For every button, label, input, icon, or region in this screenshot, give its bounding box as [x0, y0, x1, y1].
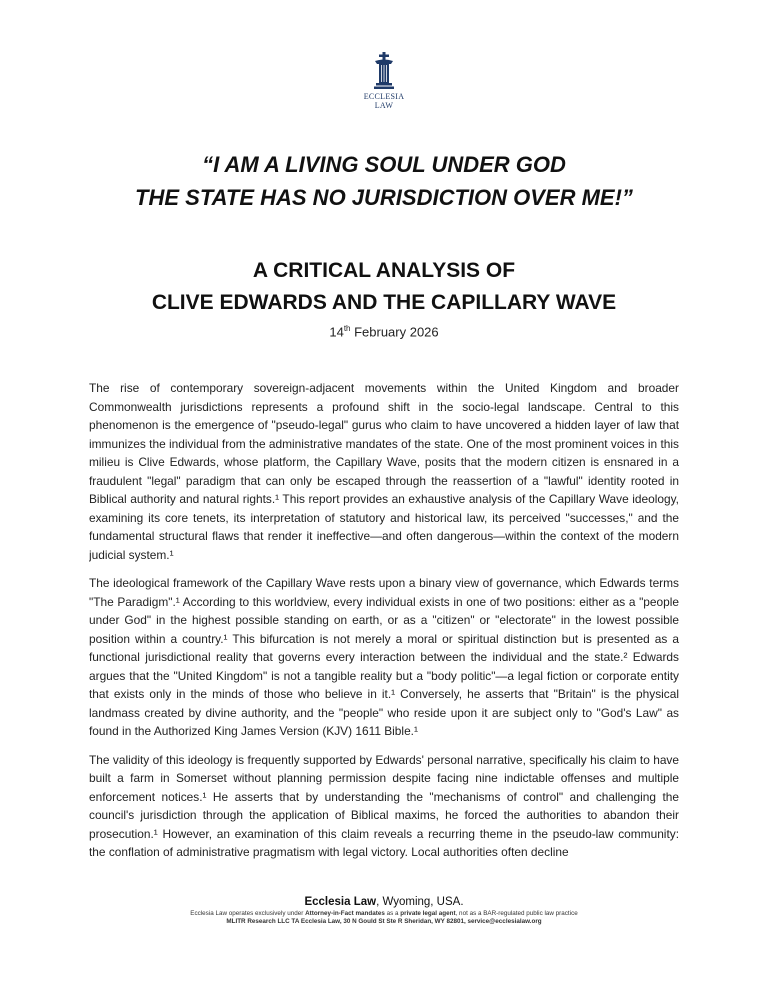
- quote-line-2: THE STATE HAS NO JURISDICTION OVER ME!”: [135, 185, 633, 210]
- column-cross-icon: [371, 52, 397, 90]
- footer-brand: Ecclesia Law: [304, 896, 377, 908]
- paragraph-1: The rise of contemporary sovereign-adjacent movements within the United Kingdom and broader Commonwealth jurisdictions represents a profound shift in the socio-legal landscape. Central to this phenomenon is the emergence of "pseudo-legal" gurus who claim to have uncovered a hidden layer of law that immunizes the individual from the administrative mandates of the state. One of the most prominent voices in this milieu is Clive Edwards, whose platform, the Capillary Wave, posits that the modern citizen is ensnared in a fraudulent "legal" paradigm that can only be escaped through the reassertion of a "lawful" identity rooted in Biblical authority and natural rights.¹ This report provides an exhaustive analysis of the Capillary Wave ideology, examining its core tenets, its interpretation of statutory and historical law, its perceived "successes," and the fundamental structural flaws that render it ineffective—and often dangerous—within the context of the modern judicial system.¹: [89, 381, 679, 562]
- date-day: 14: [329, 324, 344, 340]
- disclaimer-part-a: Ecclesia Law operates exclusively under: [190, 910, 306, 917]
- paragraph-2: The ideological framework of the Capillary Wave rests upon a binary view of governance, which Edwards terms "The Paradigm".¹ According to this worldview, every individual exists in one of two positions: either as a "people under God" in the highest possible standing on earth, or as a "citizen" or "electorate" in the lowest possible position within a country.¹ This bifurcation is not merely a moral or spiritual distinction but is presented as a functional jurisdictional reality that governs every interaction between the individual and the state.² Edwards argues that the "United Kingdom" is not a tangible reality but a "body politic"—a legal fiction or corporate entity that exists only in the minds of those who believe in it.¹ Conversely, he asserts that "Britain" is the physical landmass created by divine authority, and the "people" who reside upon it are subject only to "God's Law" as found in the Authorized King James Version (KJV) 1611 Bible.¹: [89, 576, 679, 738]
- footer-address: MLITR Research LLC TA Ecclesia Law, 30 N Gould St Ste R Sheridan, WY 82801, service@ecclesialaw.org: [226, 918, 542, 925]
- page-footer: [0, 896, 768, 925]
- body-text: [89, 379, 679, 889]
- paragraph-3: The validity of this ideology is frequently supported by Edwards' personal narrative, specifically his claim to have built a farm in Somerset without planning permission despite facing nine indictable offenses and multiple enforcement notices.¹ He asserts that by understanding the "mechanisms of control" and challenging the council's jurisdiction through the application of Biblical maxims, he forced the authorities to abandon their prosecution.¹ However, an examination of this claim reveals a recurring theme in the pseudo-law community: the conflation of administrative pragmatism with legal victory. Local authorities often decline: [89, 752, 679, 859]
- logo-line-1: ECCLESIA: [363, 92, 405, 101]
- headline-quote: [60, 148, 708, 214]
- disclaimer-part-e: , not as a BAR-regulated public law practice: [455, 910, 578, 917]
- disclaimer-part-c: as a: [384, 910, 401, 917]
- ecclesia-law-logo: [357, 52, 411, 110]
- title-line-2: CLIVE EDWARDS AND THE CAPILLARY WAVE: [151, 291, 617, 314]
- disclaimer-part-b: Attorney-in-Fact mandates: [305, 910, 385, 917]
- footer-brand-line: [0, 896, 768, 908]
- footer-disclaimer: [0, 910, 768, 917]
- date-rest: February 2026: [350, 324, 439, 340]
- report-date: [60, 324, 708, 339]
- footer-location: , Wyoming, USA.: [376, 896, 464, 908]
- logo-line-2: LAW: [374, 101, 394, 110]
- title-line-1: A CRITICAL ANALYSIS OF: [252, 259, 516, 282]
- date-suffix: th: [343, 324, 351, 333]
- quote-line-1: “I AM A LIVING SOUL UNDER GOD: [202, 152, 566, 177]
- disclaimer-part-d: private legal agent: [400, 910, 456, 917]
- report-title: [60, 255, 708, 319]
